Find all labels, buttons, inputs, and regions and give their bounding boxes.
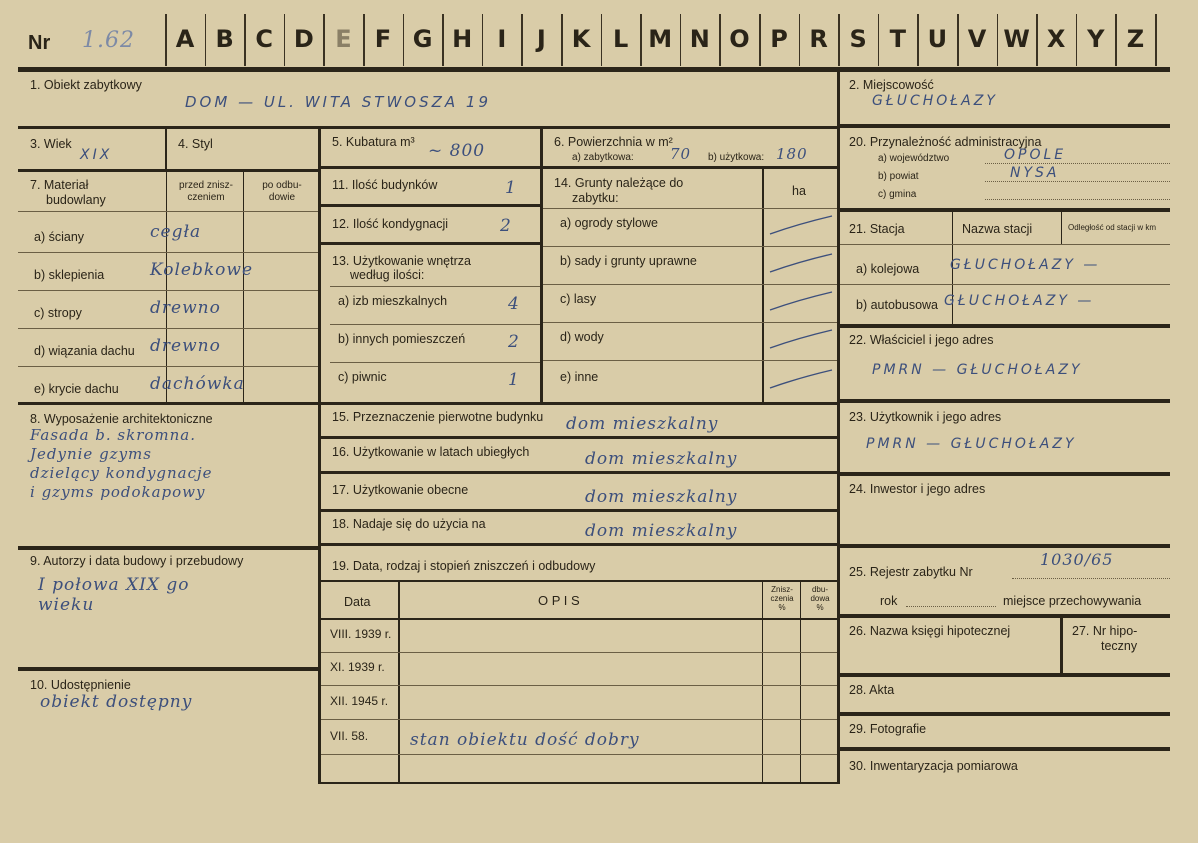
f28-label: 28. Akta xyxy=(849,683,895,697)
f3-value: XIX xyxy=(80,147,113,163)
f1-label: 1. Obiekt zabytkowy xyxy=(30,78,142,92)
f19-col-odbud: dbu- dowa % xyxy=(810,585,830,613)
f7-label: 7. Materiał xyxy=(30,178,89,192)
f12-value: 2 xyxy=(500,216,512,236)
f14-dash-stroke xyxy=(768,252,834,274)
index-letter-w: W xyxy=(1003,25,1030,53)
f9-line-1: I połowa XIX go xyxy=(38,575,190,595)
f20-gmina-label: c) gmina xyxy=(878,189,917,200)
f18-label: 18. Nadaje się do użycia na xyxy=(332,517,486,531)
f13-row-label: a) izb mieszkalnych xyxy=(338,294,448,308)
f7-row-value: drewno xyxy=(150,336,221,356)
f7-row-label: d) wiązania dachu xyxy=(34,344,135,358)
index-letter-k: K xyxy=(571,25,591,53)
f13-row-label: b) innych pomieszczeń xyxy=(338,332,466,346)
f21-col-dist: Odległość od stacji w km xyxy=(1068,223,1157,232)
f19-label: 19. Data, rodzaj i stopień zniszczeń i odbudowy xyxy=(332,559,596,573)
f13-label-2: według ilości: xyxy=(350,268,425,282)
f24-label: 24. Inwestor i jego adres xyxy=(849,482,986,496)
f12-label: 12. Ilość kondygnacji xyxy=(332,217,449,231)
f10-label: 10. Udostępnienie xyxy=(30,678,131,692)
f23-value: PMRN — GŁUCHOŁAZY xyxy=(866,436,1077,452)
f13-row-value: 1 xyxy=(508,370,520,390)
f19-col-date: Data xyxy=(344,595,371,609)
f6-uzyt-value: 180 xyxy=(776,145,808,163)
f14-unit: ha xyxy=(792,184,806,198)
f25-rok-label: rok xyxy=(880,594,898,608)
nr-label: Nr xyxy=(28,32,51,54)
f19-row-date: VIII. 1939 r. xyxy=(330,627,392,641)
f19-row-date: XII. 1945 r. xyxy=(330,694,389,708)
f8-line: Jedynie gzyms xyxy=(30,445,152,463)
f5-label: 5. Kubatura m³ xyxy=(332,135,415,149)
f8-label: 8. Wyposażenie architektoniczne xyxy=(30,412,213,426)
f15-value: dom mieszkalny xyxy=(566,414,719,434)
f13-row-label: c) piwnic xyxy=(338,370,387,384)
index-letter-d: D xyxy=(293,25,314,53)
f25-miejsce-label: miejsce przechowywania xyxy=(1003,594,1142,608)
f7-row-divider xyxy=(18,328,318,329)
f21-label: 21. Stacja xyxy=(849,222,905,236)
f7-row-label: a) ściany xyxy=(34,230,85,244)
f18-rule xyxy=(321,543,838,546)
f27-label: 27. Nr hipo- xyxy=(1072,624,1138,638)
f19-col-opis: O P I S xyxy=(538,593,580,608)
f14-row-label: c) lasy xyxy=(560,292,597,306)
index-letter-j: J xyxy=(536,25,546,53)
f7-row-divider xyxy=(18,366,318,367)
f8-line: dzielący kondygnacje xyxy=(30,464,213,482)
f7-row-value: drewno xyxy=(150,298,221,318)
f23-label: 23. Użytkownik i jego adres xyxy=(849,410,1002,424)
f19-row-date: XI. 1939 r. xyxy=(330,660,385,674)
f10-value: obiekt dostępny xyxy=(40,692,193,712)
f21-row-divider xyxy=(840,284,1170,285)
f4-label: 4. Styl xyxy=(178,137,213,151)
f21-row-value: GŁUCHOŁAZY — xyxy=(950,257,1101,273)
f7-col-before: przed znisz- czeniem xyxy=(179,180,233,203)
f30-label: 30. Inwentaryzacja pomiarowa xyxy=(849,759,1018,773)
f19-col-znisz: Znisz- czenia % xyxy=(770,585,794,613)
f14-row-label: e) inne xyxy=(560,370,599,384)
f20-woj-label: a) województwo xyxy=(878,153,950,164)
f7-col-after: po odbu- dowie xyxy=(262,180,302,203)
index-letter-o: O xyxy=(729,25,750,53)
f15-rule xyxy=(321,436,838,439)
f13-row-divider xyxy=(330,286,540,287)
index-letter-z: Z xyxy=(1126,25,1145,53)
index-letter-u: U xyxy=(927,25,948,53)
f7-row-value: cegła xyxy=(150,222,202,242)
index-letter-i: I xyxy=(497,25,507,53)
f3-label: 3. Wiek xyxy=(30,137,72,151)
f16-rule xyxy=(321,471,838,474)
f7-row-divider xyxy=(18,290,318,291)
f27-label-2: teczny xyxy=(1101,639,1138,653)
f14-row-divider xyxy=(543,322,838,323)
f6-zab-label: a) zabytkowa: xyxy=(572,152,634,163)
index-letter-f: F xyxy=(374,25,392,53)
f14-label: 14. Grunty należące do xyxy=(554,176,684,190)
f2-value: GŁUCHOŁAZY xyxy=(872,93,998,109)
f19-row-opis: stan obiektu dość dobry xyxy=(410,730,640,750)
f13-row-divider xyxy=(330,362,540,363)
f13-row-value: 4 xyxy=(508,294,520,314)
f7-label-2: budowlany xyxy=(46,193,106,207)
index-letter-g: G xyxy=(412,25,433,53)
f7-row-value: dachówka xyxy=(150,374,245,394)
f21-row-value: GŁUCHOŁAZY — xyxy=(944,293,1095,309)
f13-row-divider xyxy=(330,324,540,325)
f19-row-divider xyxy=(321,685,838,686)
f21-row-label: b) autobusowa xyxy=(856,298,939,312)
f14-dash-stroke xyxy=(768,368,834,390)
f5-value: ~ 800 xyxy=(428,141,486,161)
f7-row-label: c) stropy xyxy=(34,306,82,320)
f14-dash-stroke xyxy=(768,214,834,236)
index-letter-e: E xyxy=(335,25,352,53)
f7-row-value: Kolebkowe xyxy=(150,260,254,280)
index-letter-s: S xyxy=(849,25,867,53)
f21-col-name: Nazwa stacji xyxy=(962,222,1033,236)
f14-row-label: b) sady i grunty uprawne xyxy=(560,254,697,268)
f17-value: dom mieszkalny xyxy=(585,487,738,507)
f21-row-label: a) kolejowa xyxy=(856,262,920,276)
index-letter-h: H xyxy=(452,25,473,53)
f7-row-label: e) krycie dachu xyxy=(34,382,119,396)
f11-label: 11. Ilość budynków xyxy=(332,178,438,192)
nr-value: 1.62 xyxy=(82,28,135,53)
f13-row-value: 2 xyxy=(508,332,520,352)
f13-label: 13. Użytkowanie wnętrza xyxy=(332,254,471,268)
f14-dash-stroke xyxy=(768,328,834,350)
right-col-divider xyxy=(837,72,840,784)
f14-row-divider xyxy=(543,284,838,285)
f17-label: 17. Użytkowanie obecne xyxy=(332,483,469,497)
f26-label: 26. Nazwa księgi hipotecznej xyxy=(849,624,1011,638)
f9-line-2: wieku xyxy=(38,595,95,615)
f22-value: PMRN — GŁUCHOŁAZY xyxy=(872,362,1083,378)
f7-row-divider xyxy=(18,252,318,253)
index-letter-p: P xyxy=(770,25,788,53)
index-letter-n: N xyxy=(689,25,710,53)
f17-rule xyxy=(321,509,838,512)
f7-row-label: b) sklepienia xyxy=(34,268,105,282)
index-letter-v: V xyxy=(967,25,987,53)
f14-dash-stroke xyxy=(768,290,834,312)
f8-line: Fasada b. skromna. xyxy=(30,426,197,444)
f9-label: 9. Autorzy i data budowy i przebudowy xyxy=(30,554,244,568)
f19-row-divider xyxy=(321,652,838,653)
f25-value: 1030/65 xyxy=(1040,550,1114,569)
f20-pow-label: b) powiat xyxy=(878,171,919,182)
index-letter-y: Y xyxy=(1087,25,1105,53)
f14-row-label: a) ogrody stylowe xyxy=(560,216,658,230)
index-letter-c: C xyxy=(255,25,273,53)
f18-value: dom mieszkalny xyxy=(585,521,738,541)
f19-row-divider xyxy=(321,719,838,720)
f29-label: 29. Fotografie xyxy=(849,722,927,736)
f16-value: dom mieszkalny xyxy=(585,449,738,469)
letter-separator xyxy=(1155,14,1157,66)
f16-label: 16. Użytkowanie w latach ubiegłych xyxy=(332,445,530,459)
f2-label: 2. Miejscowość xyxy=(849,78,934,92)
f14-row-label: d) wody xyxy=(560,330,604,344)
f20-woj-value: OPOLE xyxy=(1004,147,1067,163)
f15-label: 15. Przeznaczenie pierwotne budynku xyxy=(332,410,544,424)
f6-zab-value: 70 xyxy=(670,145,692,163)
f25-label: 25. Rejestr zabytku Nr xyxy=(849,565,973,579)
header-rule xyxy=(18,67,1170,72)
f20-label: 20. Przynależność administracyjna xyxy=(849,135,1042,149)
f19-row-date: VII. 58. xyxy=(330,729,369,743)
index-letter-b: B xyxy=(215,25,234,53)
f8-line: i gzyms podokapowy xyxy=(30,483,206,501)
f6-label: 6. Powierzchnia w m² xyxy=(554,135,673,149)
f20-pow-value: NYSA xyxy=(1010,165,1060,181)
index-letter-a: A xyxy=(175,25,195,53)
index-letter-x: X xyxy=(1046,25,1066,53)
f14-label-2: zabytku: xyxy=(572,191,619,205)
index-letter-r: R xyxy=(809,25,828,53)
f1-value: DOM — UL. WITA STWOSZA 19 xyxy=(185,93,492,111)
f22-label: 22. Właściciel i jego adres xyxy=(849,333,994,347)
f19-row-divider xyxy=(321,754,838,755)
f6-uzyt-label: b) użytkowa: xyxy=(708,152,765,163)
index-letter-l: L xyxy=(612,25,629,53)
index-letter-t: T xyxy=(889,25,906,53)
f14-row-divider xyxy=(543,360,838,361)
f14-row-divider xyxy=(543,246,838,247)
index-letter-m: M xyxy=(648,25,673,53)
f11-value: 1 xyxy=(505,178,517,198)
